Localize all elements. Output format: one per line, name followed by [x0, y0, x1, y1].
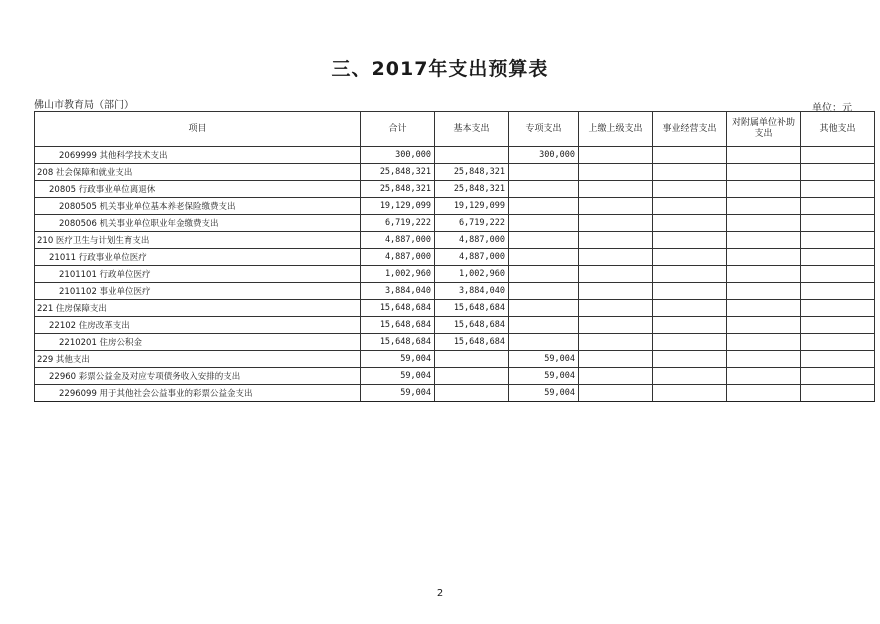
row-total-value: 59,004 [361, 368, 435, 385]
row-special-value [509, 300, 579, 317]
row-item-name: 2069999 其他科学技术支出 [35, 147, 361, 164]
row-upper-value [579, 215, 653, 232]
table-row [35, 232, 875, 249]
row-item-name: 229 其他支出 [35, 351, 361, 368]
row-basic-value: 25,848,321 [435, 181, 509, 198]
row-business-value [653, 385, 727, 402]
row-business-value [653, 215, 727, 232]
table-row [35, 181, 875, 198]
row-subsidy-value [727, 385, 801, 402]
row-item-name: 2080505 机关事业单位基本养老保险缴费支出 [35, 198, 361, 215]
row-subsidy-value [727, 232, 801, 249]
row-item-name: 2101101 行政单位医疗 [35, 266, 361, 283]
table-row [35, 266, 875, 283]
row-basic-value: 15,648,684 [435, 334, 509, 351]
row-special-value [509, 249, 579, 266]
row-item-name: 2296099 用于其他社会公益事业的彩票公益金支出 [35, 385, 361, 402]
row-business-value [653, 232, 727, 249]
row-special-value [509, 334, 579, 351]
row-upper-value [579, 181, 653, 198]
row-basic-value: 4,887,000 [435, 232, 509, 249]
row-special-value [509, 266, 579, 283]
row-item-name: 210 医疗卫生与计划生育支出 [35, 232, 361, 249]
row-item-name: 22960 彩票公益金及对应专项债务收入安排的支出 [35, 368, 361, 385]
row-total-value: 4,887,000 [361, 249, 435, 266]
row-special-value [509, 215, 579, 232]
row-total-value: 59,004 [361, 351, 435, 368]
row-total-value: 6,719,222 [361, 215, 435, 232]
header-special: 专项支出 [509, 112, 579, 147]
row-basic-value [435, 385, 509, 402]
row-business-value [653, 368, 727, 385]
header-item: 项目 [35, 112, 361, 147]
row-special-value: 59,004 [509, 368, 579, 385]
row-item-name: 221 住房保障支出 [35, 300, 361, 317]
row-subsidy-value [727, 283, 801, 300]
row-total-value: 1,002,960 [361, 266, 435, 283]
row-other-value [801, 147, 875, 164]
row-other-value [801, 164, 875, 181]
table-row [35, 147, 875, 164]
row-subsidy-value [727, 181, 801, 198]
row-upper-value [579, 385, 653, 402]
row-item-name: 2101102 事业单位医疗 [35, 283, 361, 300]
row-total-value: 300,000 [361, 147, 435, 164]
row-subsidy-value [727, 317, 801, 334]
row-upper-value [579, 198, 653, 215]
row-subsidy-value [727, 300, 801, 317]
table-row [35, 215, 875, 232]
row-upper-value [579, 300, 653, 317]
row-special-value: 59,004 [509, 385, 579, 402]
header-total: 合计 [361, 112, 435, 147]
table-row [35, 249, 875, 266]
table-row [35, 283, 875, 300]
table-row [35, 164, 875, 181]
row-special-value [509, 181, 579, 198]
row-basic-value [435, 368, 509, 385]
row-basic-value: 1,002,960 [435, 266, 509, 283]
table-row [35, 334, 875, 351]
row-other-value [801, 385, 875, 402]
unit-label: 单位：元 [812, 103, 852, 114]
row-total-value: 19,129,099 [361, 198, 435, 215]
row-total-value: 15,648,684 [361, 300, 435, 317]
row-subsidy-value [727, 147, 801, 164]
row-upper-value [579, 368, 653, 385]
row-special-value: 59,004 [509, 351, 579, 368]
row-total-value: 15,648,684 [361, 334, 435, 351]
header-other: 其他支出 [801, 112, 875, 147]
row-other-value [801, 232, 875, 249]
row-upper-value [579, 232, 653, 249]
row-business-value [653, 147, 727, 164]
row-business-value [653, 334, 727, 351]
row-item-name: 2210201 住房公积金 [35, 334, 361, 351]
row-item-name: 2080506 机关事业单位职业年金缴费支出 [35, 215, 361, 232]
row-item-name: 208 社会保障和就业支出 [35, 164, 361, 181]
row-basic-value: 15,648,684 [435, 300, 509, 317]
row-subsidy-value [727, 198, 801, 215]
row-upper-value [579, 334, 653, 351]
department-label: 佛山市教育局（部门） [34, 100, 134, 111]
row-special-value [509, 232, 579, 249]
table-header-row [35, 112, 875, 147]
row-total-value: 25,848,321 [361, 181, 435, 198]
row-other-value [801, 317, 875, 334]
row-basic-value: 19,129,099 [435, 198, 509, 215]
row-business-value [653, 249, 727, 266]
row-basic-value [435, 147, 509, 164]
header-upper: 上缴上级支出 [579, 112, 653, 147]
row-business-value [653, 283, 727, 300]
row-subsidy-value [727, 215, 801, 232]
row-basic-value: 15,648,684 [435, 317, 509, 334]
row-subsidy-value [727, 266, 801, 283]
row-business-value [653, 266, 727, 283]
row-business-value [653, 300, 727, 317]
row-upper-value [579, 249, 653, 266]
table-row [35, 368, 875, 385]
page-title: 三、2017年支出预算表 [331, 58, 549, 80]
table-row [35, 198, 875, 215]
row-basic-value [435, 351, 509, 368]
row-upper-value [579, 317, 653, 334]
row-upper-value [579, 283, 653, 300]
row-upper-value [579, 351, 653, 368]
header-basic: 基本支出 [435, 112, 509, 147]
row-other-value [801, 181, 875, 198]
row-other-value [801, 198, 875, 215]
row-other-value [801, 249, 875, 266]
row-special-value [509, 317, 579, 334]
table-row [35, 351, 875, 368]
row-subsidy-value [727, 351, 801, 368]
page-number: 2 [436, 588, 444, 599]
row-subsidy-value [727, 164, 801, 181]
row-basic-value: 4,887,000 [435, 249, 509, 266]
row-subsidy-value [727, 368, 801, 385]
row-special-value [509, 283, 579, 300]
header-business: 事业经营支出 [653, 112, 727, 147]
table-row [35, 385, 875, 402]
row-other-value [801, 368, 875, 385]
row-total-value: 15,648,684 [361, 317, 435, 334]
row-total-value: 4,887,000 [361, 232, 435, 249]
budget-table [34, 111, 875, 402]
row-special-value: 300,000 [509, 147, 579, 164]
row-other-value [801, 351, 875, 368]
row-other-value [801, 334, 875, 351]
row-special-value [509, 198, 579, 215]
row-total-value: 59,004 [361, 385, 435, 402]
row-item-name: 21011 行政事业单位医疗 [35, 249, 361, 266]
row-total-value: 25,848,321 [361, 164, 435, 181]
row-special-value [509, 164, 579, 181]
row-business-value [653, 181, 727, 198]
row-business-value [653, 351, 727, 368]
row-subsidy-value [727, 249, 801, 266]
row-total-value: 3,884,040 [361, 283, 435, 300]
row-other-value [801, 266, 875, 283]
row-other-value [801, 300, 875, 317]
row-upper-value [579, 147, 653, 164]
table-body [35, 147, 875, 402]
row-basic-value: 6,719,222 [435, 215, 509, 232]
row-subsidy-value [727, 334, 801, 351]
row-business-value [653, 198, 727, 215]
row-other-value [801, 215, 875, 232]
table-row [35, 300, 875, 317]
row-item-name: 22102 住房改革支出 [35, 317, 361, 334]
header-subsidy: 对附属单位补助支出 [727, 112, 801, 147]
row-basic-value: 25,848,321 [435, 164, 509, 181]
row-business-value [653, 317, 727, 334]
row-upper-value [579, 266, 653, 283]
row-upper-value [579, 164, 653, 181]
row-basic-value: 3,884,040 [435, 283, 509, 300]
table-row [35, 317, 875, 334]
row-other-value [801, 283, 875, 300]
row-business-value [653, 164, 727, 181]
row-item-name: 20805 行政事业单位离退休 [35, 181, 361, 198]
